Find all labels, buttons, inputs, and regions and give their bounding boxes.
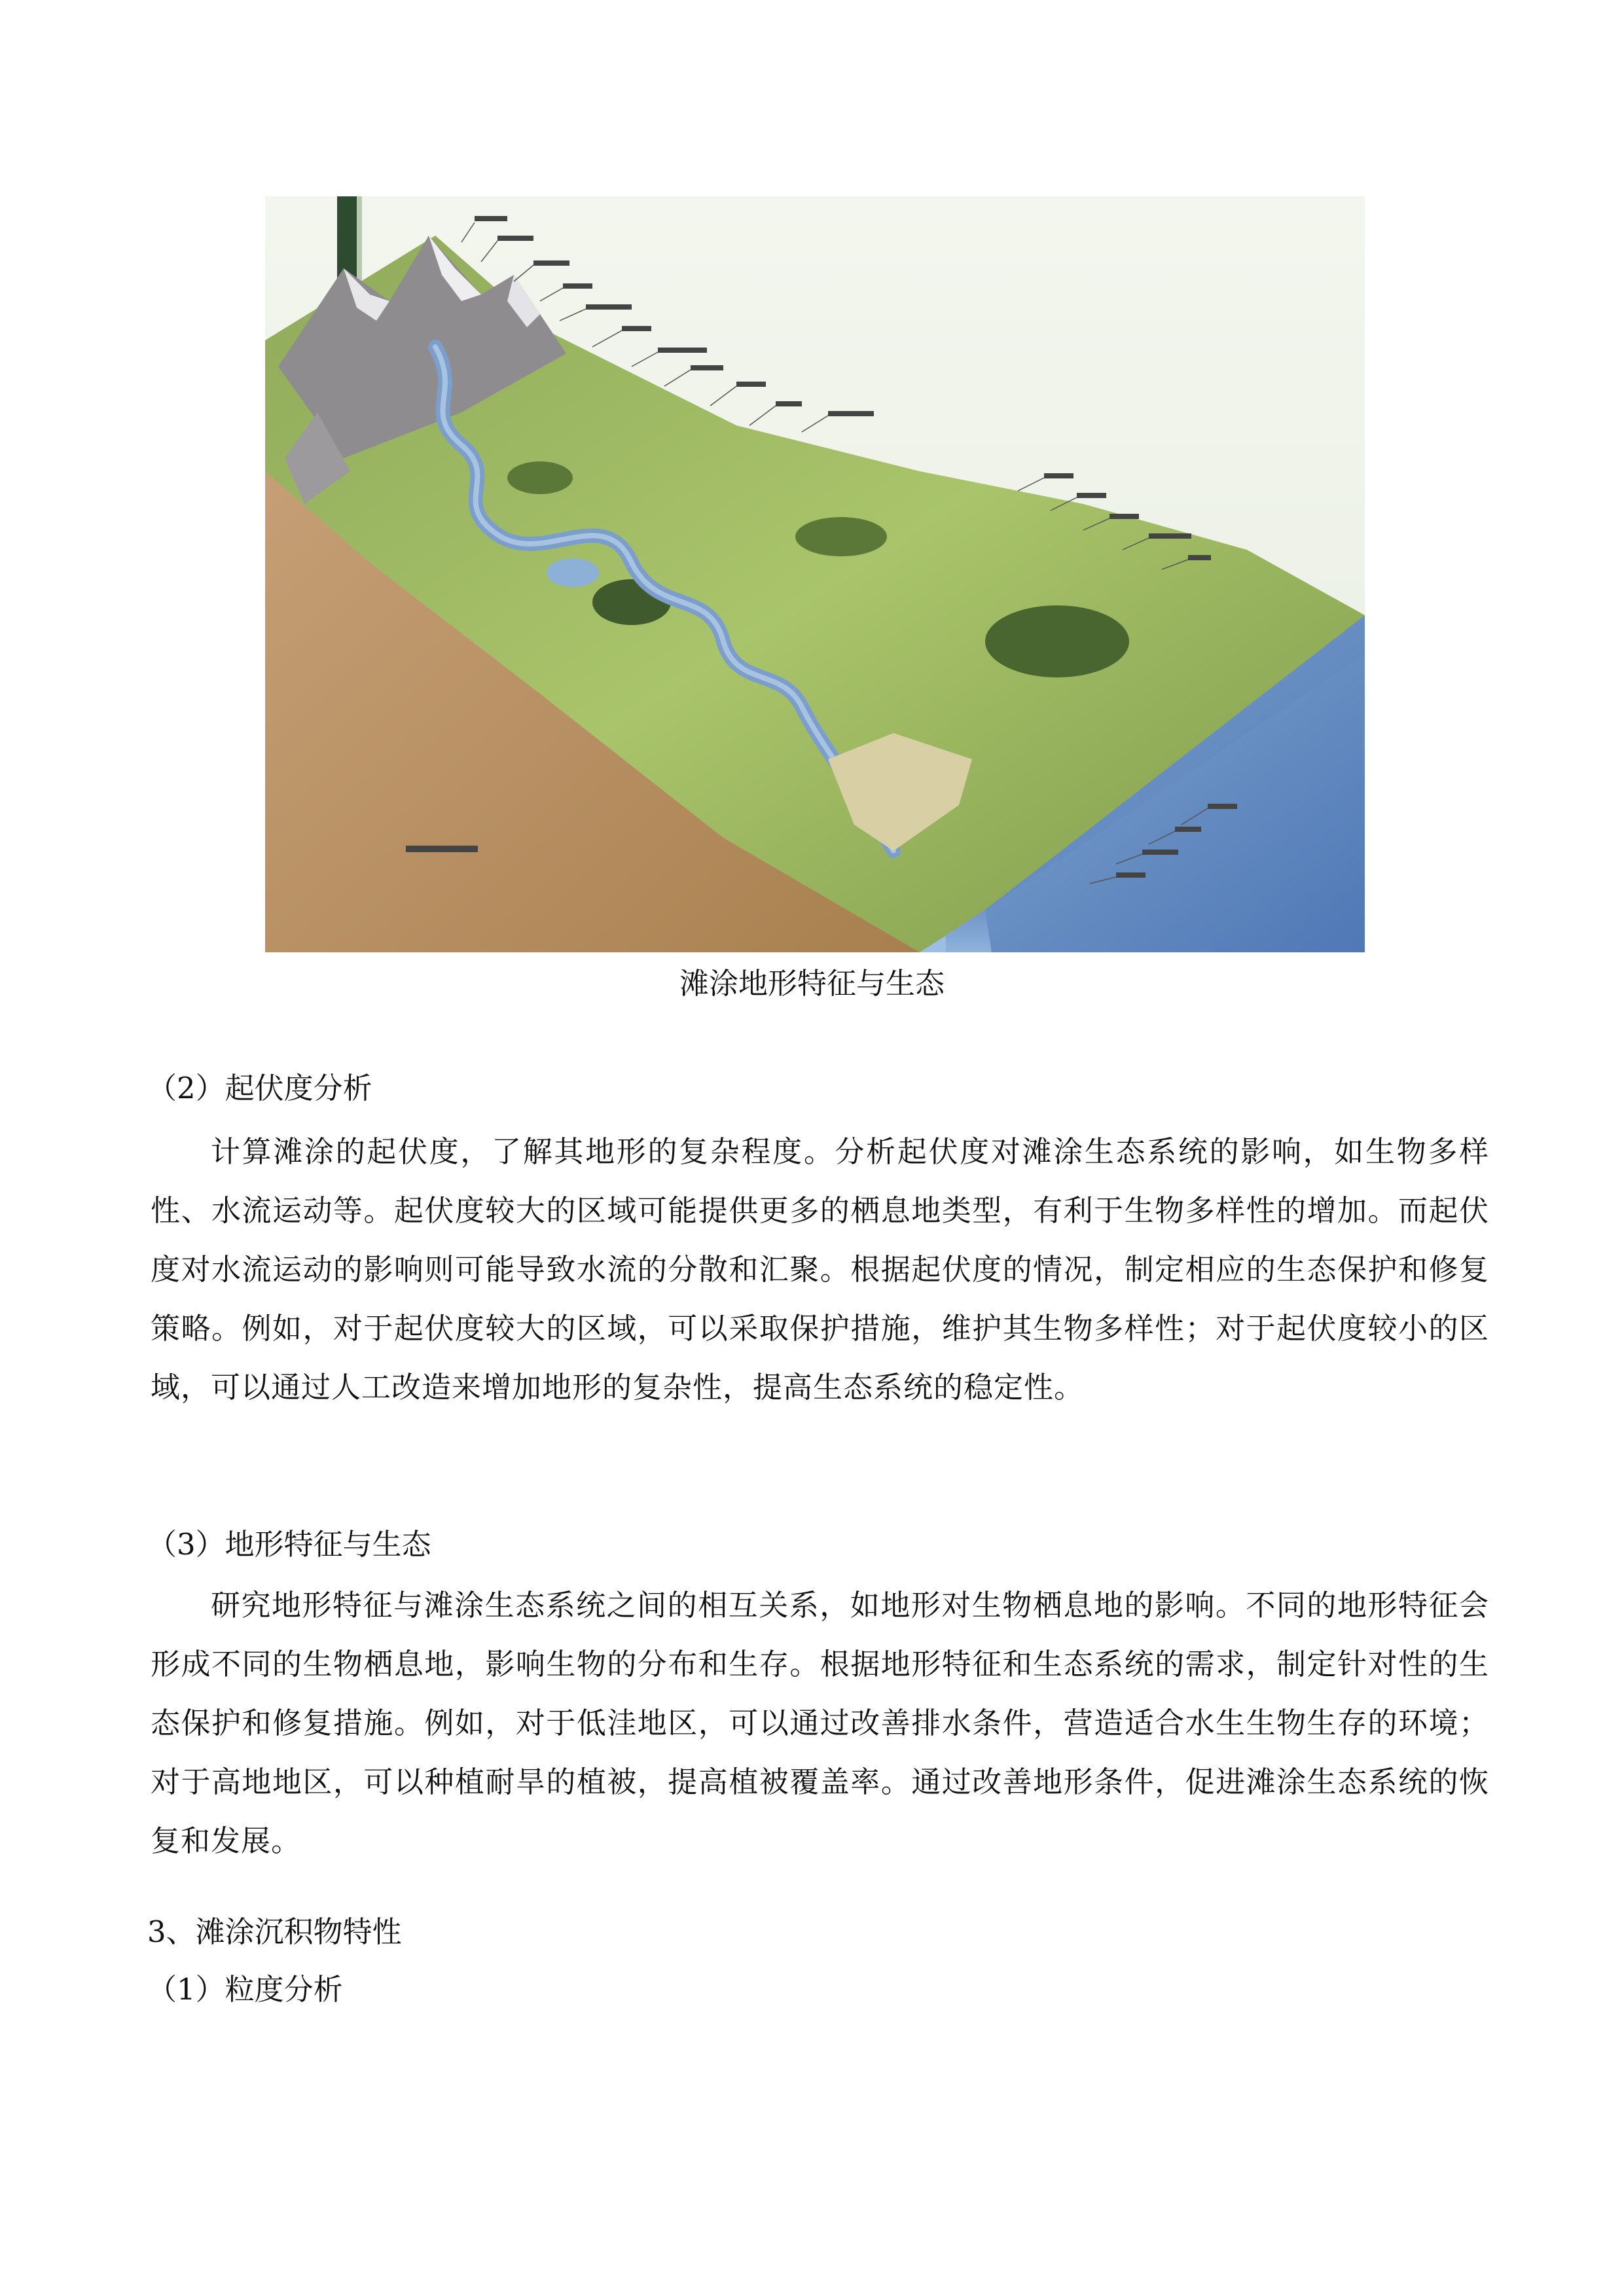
section-paragraph-relief: 计算滩涂的起伏度，了解其地形的复杂程度。分析起伏度对滩涂生态系统的影响，如生物多样性、水流运动等。起伏度较大的区域可能提供更多的栖息地类型，有利于生物多样性的增加。而起伏度对水流运动的影响则可能导致水流的分散和汇聚。根据起伏度的情况，制定相应的生态保护和修复策略。例如，对于起伏度较大的区域，可以采取保护措施，维护其生物多样性；对于起伏度较小的区域，可以通过人工改造来增加地形的复杂性，提高生态系统的稳定性。: [151, 1134, 1489, 1405]
section-heading-terrain-ecology: （3）地形特征与生态: [147, 1527, 431, 1562]
landscape-illustration: [265, 196, 1365, 952]
section-paragraph-terrain-ecology: 研究地形特征与滩涂生态系统之间的相互关系，如地形对生物栖息地的影响。不同的地形特征会形成不同的生物栖息地，影响生物的分布和生存。根据地形特征和生态系统的需求，制定针对性的生态保护和修复措施。例如，对于低洼地区，可以通过改善排水条件，营造适合水生生物生存的环境；对于高地地区，可以种植耐旱的植被，提高植被覆盖率。通过改善地形条件，促进滩涂生态系统的恢复和发展。: [151, 1588, 1489, 1858]
landscape-figure: [265, 196, 1365, 952]
figure-caption: 滩涂地形特征与生态: [679, 966, 945, 1001]
subsection-heading-grain-size: （1）粒度分析: [147, 1972, 343, 2007]
section-heading-sediment: 3、滩涂沉积物特性: [147, 1914, 402, 1949]
section-heading-relief: （2）起伏度分析: [147, 1071, 372, 1105]
